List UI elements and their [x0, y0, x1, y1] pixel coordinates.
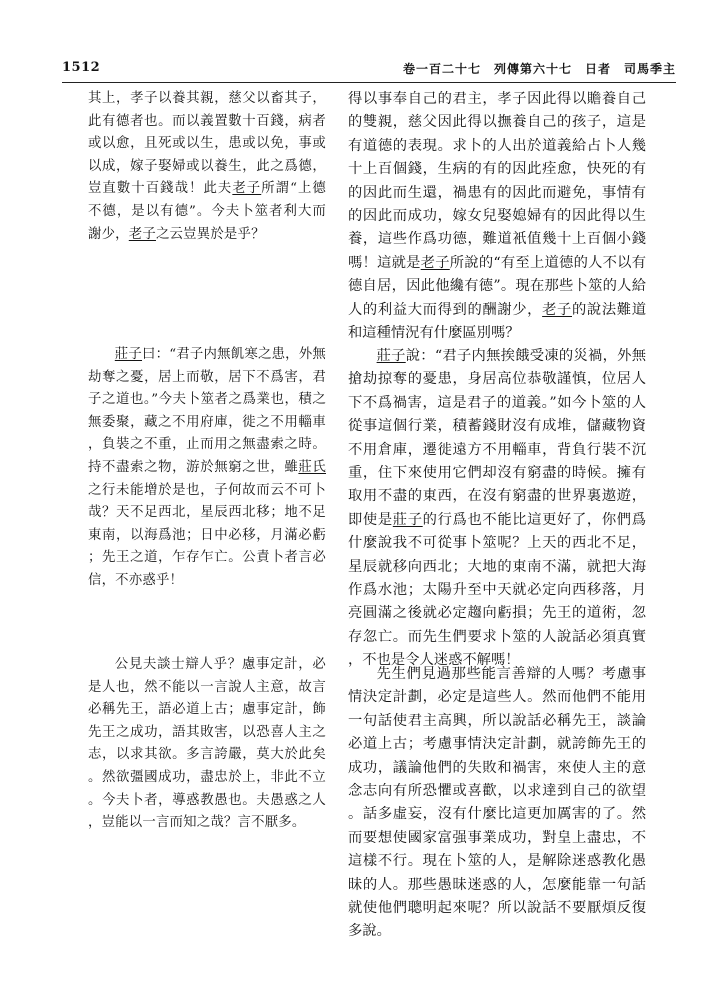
text-run: 所說的“有至上道德的人不以有德自居，因此他纔有德”。現在那些卜筮的人給人的利益大而得到的酬謝少， [348, 254, 647, 318]
page-number: 1512 [62, 60, 101, 75]
proper-name: 老子 [232, 181, 262, 197]
text-run: 先生們見過那些能言善辯的人嗎？考慮事情決定計劃，必定是這些人。然而他們不能用一句話使君主高興，所以說話必稱先王，談論必道上古；考慮事情決定計劃，就誇飾先王的成功，議論他們的失敗和禍害，來使人主的意念志向有所恐懼或喜歡，以求達到自己的欲望。話多虛妄，沒有什麼比這更加厲害的了。然而要想使國家富强事業成功，對皇上盡忠，不這樣不行。現在卜筮的人，是解除迷惑教化愚昧的人。那些愚昧迷惑的人，怎麼能靠一句話就使他們聰明起來呢？所以說話不要厭煩反復多說。 [348, 666, 646, 940]
text-run: 公見夫談士辯人乎？慮事定計，必是人也，然不能以一言說人主意，故言必稱先王，語必道上古；慮事定計，飾先王之成功，語其敗害，以恐喜人主之志，以求其欲。多言誇嚴，莫大於此矣。然欲彊國成功，盡忠於上，非此不立。今夫卜者，導惑教愚也。夫愚惑之人，豈能以一言而知之哉？言不厭多。 [88, 657, 326, 831]
header-rule [62, 82, 676, 83]
classical-paragraph-3 [88, 654, 326, 835]
classical-paragraph-2 [88, 344, 326, 593]
proper-name: 老子 [542, 301, 572, 318]
proper-name: 莊子 [376, 348, 406, 364]
proper-name: 老子 [128, 226, 156, 242]
text-run: 說：“君子内無挨餓受凍的災禍，外無搶劫掠奪的憂患，身居高位恭敬謹慎，位居人下不爲禍害，這是君子的道義。”如今卜筮的人從事這個行業，積蓄錢財沒有成堆，儲藏物資不用倉庫，遷徙遠方不用輜車，背負行裝不沉重，住下來使用它們却沒有窮盡的時候。擁有取用不盡的東西，在沒有窮盡的世界裏遨遊，即使是 [348, 348, 646, 528]
text-run: 其上，孝子以養其親，慈父以畜其子，此有德者也。而以義置數十百錢，病者或以愈，且死或以生，患或以免，事或以成，嫁子娶婦或以養生，此之爲德，豈直數十百錢哉！此夫 [88, 91, 326, 197]
text-run: 之云豈異於是乎？ [155, 226, 265, 242]
translation-paragraph-3 [348, 663, 646, 944]
text-run: 得以事奉自己的君主，孝子因此得以贍養自己的雙親，慈父因此得以撫養自己的孩子，這是有道德的表現。求卜的人出於道義給占卜人幾十上百個錢，生病的有的因此痊愈，快死的有的因此而生還，禍患有的因此而避免，事情有的因此而成功，嫁女兒娶媳婦有的因此得以生養，這些作爲功德，難道衹值幾十上百個小錢嗎！這就是 [348, 91, 646, 271]
proper-name: 莊氏 [298, 459, 327, 475]
text-run: 的行爲也不能比這更好了，你們爲什麼說我不可從事卜筮呢？上天的西北不足，星辰就移向西北；大地的東南不滿，就把大海作爲水池；太陽升至中天就必定向西移落，月亮圓滿之後就必定趨向虧損；先王的道術，忽存忽亡。而先生們要求卜筮的人說話必須真實，不也是令人迷惑不解嗎！ [348, 511, 647, 669]
proper-name: 莊子 [392, 511, 423, 528]
text-run: 所謂“上德不德，是以有德”。今夫卜筮者利大而謝少， [88, 181, 326, 242]
page-header [62, 60, 676, 80]
text-run: 之行未能增於是也，子何故而云不可卜哉？天不足西北，星辰西北移；地不足東南，以海爲池；日中必移，月滿必虧；先王之道，乍存乍亡。公責卜者言必信，不亦惑乎！ [88, 482, 326, 588]
proper-name: 莊子 [114, 347, 143, 362]
text-run: 曰：“君子内無飢寒之患，外無劫奪之憂，居上而敬，居下不爲害，君子之道也。”今夫卜筮者之爲業也，積之無委聚，藏之不用府庫，徙之不用輜車，負裝之不重，止而用之無盡索之時。持不盡索之物，游於無窮之世，雖 [88, 347, 326, 475]
text-run: 的說法難道和這種情況有什麼區別嗎？ [348, 301, 647, 342]
running-title: 卷一百二十七 列傳第六十七 日者 司馬季主 [402, 62, 676, 76]
translation-paragraph-2 [348, 345, 646, 673]
translation-paragraph-1 [348, 88, 646, 345]
classical-paragraph-1 [88, 88, 326, 246]
proper-name: 老子 [420, 254, 450, 271]
